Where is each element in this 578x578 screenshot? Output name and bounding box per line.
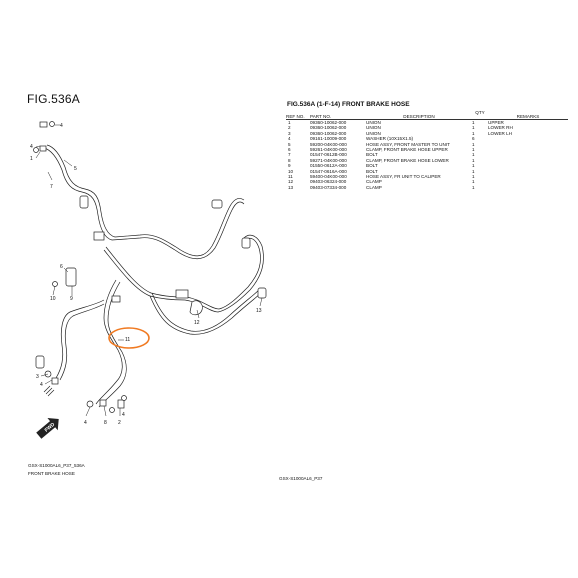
cell-ref: 9: [288, 163, 291, 169]
cell-desc: CLAMP: [366, 179, 382, 185]
cell-qty: 1: [472, 179, 475, 185]
cell-qty: 1: [472, 125, 475, 131]
parts-table-title: FIG.536A (1-F-14) FRONT BRAKE HOSE: [287, 101, 410, 108]
cell-desc: BOLT: [366, 168, 378, 174]
cell-ref: 8: [288, 157, 291, 163]
callout-5: 5: [74, 166, 77, 172]
cell-qty: 1: [472, 120, 475, 125]
cell-ref: 11: [288, 174, 293, 180]
cell-ref: 13: [288, 184, 294, 190]
callout-13: 13: [256, 308, 262, 314]
callout-6: 6: [60, 264, 63, 270]
header-qty: QTY: [472, 110, 488, 120]
cell-remarks: UPPER: [488, 120, 504, 125]
cell-remarks: LOWER LH: [488, 130, 512, 136]
cell-part: 01550-0612A-000: [310, 163, 347, 169]
parts-table-header: [286, 110, 568, 120]
cell-part: 59271-04K00-000: [310, 157, 347, 163]
callout-4b: 4: [30, 144, 33, 150]
callout-labels: [30, 123, 262, 426]
cell-desc: BOLT: [366, 163, 378, 169]
cell-qty: 1: [472, 157, 475, 163]
fwd-label: FWD: [43, 421, 57, 434]
footer-left: [28, 462, 85, 477]
table-row: [286, 185, 568, 190]
fittings: [34, 122, 267, 413]
cell-part: 09360-10062-000: [310, 130, 347, 136]
cell-ref: 10: [288, 168, 294, 174]
cell-part: 09360-10062-000: [310, 125, 347, 131]
callout-3: 3: [36, 374, 39, 380]
header-part: PART NO.: [310, 110, 366, 120]
cell-part: 09360-10062-000: [310, 120, 347, 125]
callout-10: 10: [50, 296, 56, 302]
cell-desc: UNION: [366, 130, 381, 136]
cell-desc: UNION: [366, 120, 381, 125]
callout-9: 9: [70, 296, 73, 302]
bolt-hatch: [44, 386, 54, 396]
callout-4e: 4: [122, 412, 125, 418]
cell-ref: 1: [288, 120, 291, 125]
cell-ref: 5: [288, 141, 291, 147]
cell-part: 59400-04K00-000: [310, 174, 347, 180]
cell-qty: 1: [472, 141, 475, 147]
cell-part: 01547-0612B-000: [310, 152, 347, 158]
cell-qty: 1: [472, 184, 475, 190]
cell-qty: 1: [472, 163, 475, 169]
cell-qty: 1: [472, 152, 475, 158]
footer-name-line: FRONT BRAKE HOSE: [28, 470, 75, 476]
cell-remarks: LOWER RH: [488, 125, 513, 131]
header-desc: DESCRIPTION: [366, 110, 472, 120]
cell-desc: UNION: [366, 125, 381, 131]
callout-4d: 4: [84, 420, 87, 426]
callout-1: 1: [30, 156, 33, 162]
cell-part: 09161-10009-000: [310, 136, 347, 142]
cell-desc: HOSE ASSY, FRONT MASTER TO UNIT: [366, 141, 450, 147]
cell-remarks: [488, 185, 568, 190]
cell-qty: 1: [472, 130, 475, 136]
callout-12: 12: [194, 320, 200, 326]
right-hose: [104, 235, 264, 334]
cell-desc: CLAMP, FRONT BRAKE HOSE LOWER: [366, 157, 449, 163]
fwd-arrow: [34, 413, 64, 442]
cell-desc: HOSE ASSY, FR UNIT TO CALIPER: [366, 174, 441, 180]
cell-desc: BOLT: [366, 152, 378, 158]
callout-8: 8: [104, 420, 107, 426]
cell-desc: CLAMP: [366, 184, 382, 190]
cell-ref: 3: [288, 130, 291, 136]
callout-7: 7: [50, 184, 53, 190]
cell-ref: 7: [288, 152, 291, 158]
cell-qty: 1: [472, 147, 475, 153]
cell-qty: 1: [472, 174, 475, 180]
cell-desc: WASHER (10X15X1.5): [366, 136, 414, 142]
header-ref: REF NO.: [286, 110, 310, 120]
footer-center: GSX-S1000AL6_P37: [279, 476, 323, 481]
cell-part: 59261-04K00-000: [310, 147, 347, 153]
callout-4c: 4: [40, 382, 43, 388]
cell-ref: 2: [288, 125, 291, 131]
header-remarks: REMARKS: [488, 110, 568, 120]
callout-11: 11: [125, 337, 131, 343]
cell-part: 01547-0616A-000: [310, 168, 347, 174]
cell-desc: CLAMP, FRONT BRAKE HOSE UPPER: [366, 147, 448, 153]
cell-qty: 6: [472, 136, 475, 142]
cell-qty: 1: [472, 168, 475, 174]
figure-title: FIG.536A: [27, 92, 80, 106]
cell-ref: 12: [288, 179, 294, 185]
cell-part: 59200-04K00-000: [310, 141, 347, 147]
parts-table: [286, 110, 568, 190]
cell-part: 09403-07334-000: [310, 184, 347, 190]
cell-ref: 4: [288, 136, 291, 142]
callout-2: 2: [118, 420, 121, 426]
footer-model-line: GSX-S1000AL6_P37_536A: [28, 463, 85, 468]
cell-part: 09403-06324-000: [310, 179, 347, 185]
callout-4a: 4: [60, 123, 63, 129]
cell-ref: 6: [288, 147, 291, 153]
